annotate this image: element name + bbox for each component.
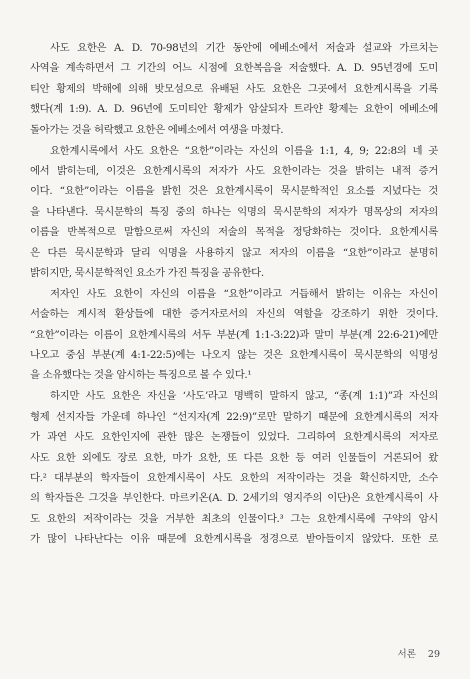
text-line: 티안 황제의 박해에 의해 밧모섬으로 유배된 사도 요한은 그곳에서 요한계시록을 기록 [30, 82, 438, 95]
running-footer-section: 서론 [397, 649, 416, 660]
text-line: 돌아가는 것을 허락했고 요한은 에베소에서 여생을 마쳤다. [30, 123, 284, 136]
paragraph-2 [30, 141, 438, 284]
text-line: 하지만 사도 요한은 자신을 ‘사도’라고 명백히 말하지 않고, “종(계 1:1)”과 자신의 [50, 390, 438, 403]
text-line: “요한”이라는 이름이 요한계시록의 서두 부분(계 1:1-3:22)과 말미 부분(계 22:6-21)에만 [30, 328, 438, 341]
text-line: 에서 밝히는데, 이것은 요한계시록의 저자가 사도 요한이라는 것을 밝히는 내적 증거 [30, 164, 438, 177]
text-line: 밝히지만, 묵시문학적인 요소가 가진 특징을 공유한다. [30, 266, 264, 279]
paragraph-1 [30, 38, 438, 140]
body-text [30, 38, 438, 550]
text-line: 사도 요한은 A. D. 70-98년의 기간 동안에 에베소에서 저술과 설교와 가르치는 [50, 42, 438, 54]
paragraph-3 [30, 284, 438, 386]
text-line: 의 학자들은 그것을 부인한다. 마르키온(A. D. 2세기의 영지주의 이단)은 요한계시록이 사 [30, 492, 438, 505]
text-line: 이름을 반복적으로 말함으로써 자신의 저술의 목적을 정당화하는 것이다. 요한계시록 [30, 226, 438, 239]
text-line: 사도 요한 외에도 장로 요한, 마가 요한, 또 다른 요한 등 여러 인물들이 거론되어 왔 [30, 451, 438, 464]
text-line: 서술하는 계시적 환상들에 대한 증거자로서의 자신의 역할을 강조하기 위한 것이다. [30, 308, 438, 321]
page-number: 29 [427, 649, 440, 660]
text-line: 가 많이 나타난다는 이유 때문에 요한계시록을 정경으로 받아들이지 않았다. 또한 로 [30, 533, 438, 546]
paragraph-4 [30, 386, 438, 549]
text-line: 도 요한의 저작이라는 것을 거부한 최초의 인물이다.³ 그는 요한계시록에 구약의 암시 [30, 512, 438, 525]
text-line: 을 소유했다는 것을 암시하는 특징으로 볼 수 있다.¹ [30, 369, 252, 382]
text-line: 저자인 사도 요한이 자신의 이름을 “요한”이라고 거듭해서 밝히는 이유는 자신이 [50, 287, 438, 300]
text-line: 가 과연 사도 요한인지에 관한 많은 논쟁들이 있었다. 그리하여 요한계시록의 저자로 [30, 431, 438, 444]
text-line: 형제 선지자들 가운데 하나인 “선지자(계 22:9)”로만 말하기 때문에 요한계시록의 저자 [30, 410, 438, 423]
text-line: 나오고 중심 부분(계 4:1-22:5)에는 나오지 않는 것은 요한계시록이 묵시문학의 익명성 [30, 349, 438, 362]
text-line: 요한계시록에서 사도 요한은 “요한”이라는 자신의 이름을 1:1, 4, 9; 22:8의 네 곳 [50, 144, 438, 157]
text-line: 을 나타낸다. 묵시문학의 특징 중의 하나는 익명의 묵시문학의 저자가 명목상의 저자의 [30, 205, 438, 218]
page-footer [386, 646, 440, 660]
text-line: 사역을 계속하면서 그 기간의 어느 시점에 요한복음을 저술했다. A. D. 95년경에 도미 [30, 62, 438, 75]
text-line: 이다. “요한”이라는 이름을 밝힌 것은 요한계시록이 묵시문학적인 요소를 지녔다는 것 [30, 185, 438, 198]
text-line: 했다(계 1:9). A. D. 96년에 도미티안 황제가 암살되자 트라얀 황제는 요한이 에베소에 [30, 103, 438, 116]
text-line: 은 다른 묵시문학과 달리 익명을 사용하지 않고 저자의 이름을 “요한”이라고 분명히 [30, 246, 438, 259]
text-line: 다.² 대부분의 학자들이 요한계시록이 사도 요한의 저작이라는 것을 확신하지만, 소수 [30, 471, 438, 484]
